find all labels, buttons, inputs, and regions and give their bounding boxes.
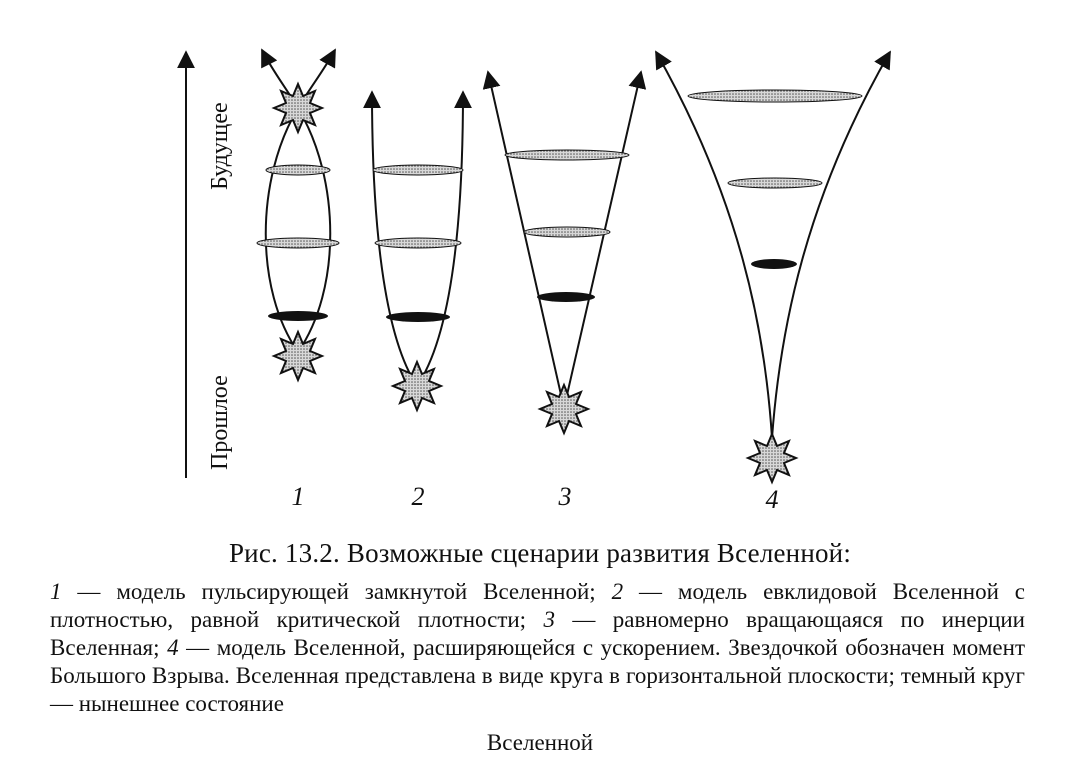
caption-item-3-text: — равномерно вращающаяся по инерции Вселенная; [50, 607, 1025, 660]
model-1-current-disk [268, 311, 328, 321]
model-3-disk [524, 227, 610, 237]
model-1-disk [257, 238, 339, 248]
model-2-euclidean [372, 92, 463, 511]
caption-item-1-text: — модель пульсирующей замкнутой Вселенной; [61, 579, 612, 604]
model-2-disk [373, 165, 463, 175]
model-3-disk [505, 150, 629, 160]
model-1-number: 1 [291, 482, 305, 511]
model-4-number: 4 [765, 485, 779, 514]
model-2-big-bang-star [393, 362, 441, 410]
model-4-big-bang-star [748, 434, 796, 482]
figure-caption-title: Рис. 13.2. Возможные сценарии развития Вселенной: [228, 538, 852, 568]
model-3-number: 3 [558, 482, 572, 511]
caption-item-2-number: 2 [611, 579, 624, 604]
model-3-big-bang-star [540, 385, 588, 433]
caption-item-4-number: 4 [167, 635, 179, 660]
model-1-closed-pulsating [257, 50, 339, 511]
past-label: Прошлое [207, 375, 233, 470]
model-4-current-disk [751, 259, 797, 269]
caption-item-2-text: — модель евклидовой Вселенной с плотностью, равной критической плотности; [50, 579, 1025, 632]
future-label: Будущее [207, 102, 233, 190]
model-4-accelerating [656, 52, 890, 514]
figure-caption-last-line: Вселенной [486, 730, 594, 755]
model-2-number: 2 [411, 482, 425, 511]
model-1-big-bang-star [274, 84, 322, 132]
model-3-current-disk [537, 292, 595, 302]
model-2-current-disk [386, 312, 450, 322]
model-4-disk [728, 178, 822, 188]
figure-caption-body [50, 578, 1025, 718]
caption-item-1-number: 1 [50, 579, 62, 604]
model-3-inertial [488, 72, 641, 511]
model-1-disk [266, 165, 330, 175]
caption-item-4-text: — модель Вселенной, расширяющейся с ускорением. Звездочкой обозначен момент Большого Взрыва. Вселенная представлена в виде круга в горизонтальной плоскости; темный круг — нынешнее состояние [50, 635, 1025, 716]
caption-item-3-number: 3 [543, 607, 555, 632]
model-4-disk [688, 90, 862, 102]
model-2-disk [375, 238, 461, 248]
time-axis [186, 52, 233, 478]
model-1-big-crunch-star [274, 332, 322, 380]
